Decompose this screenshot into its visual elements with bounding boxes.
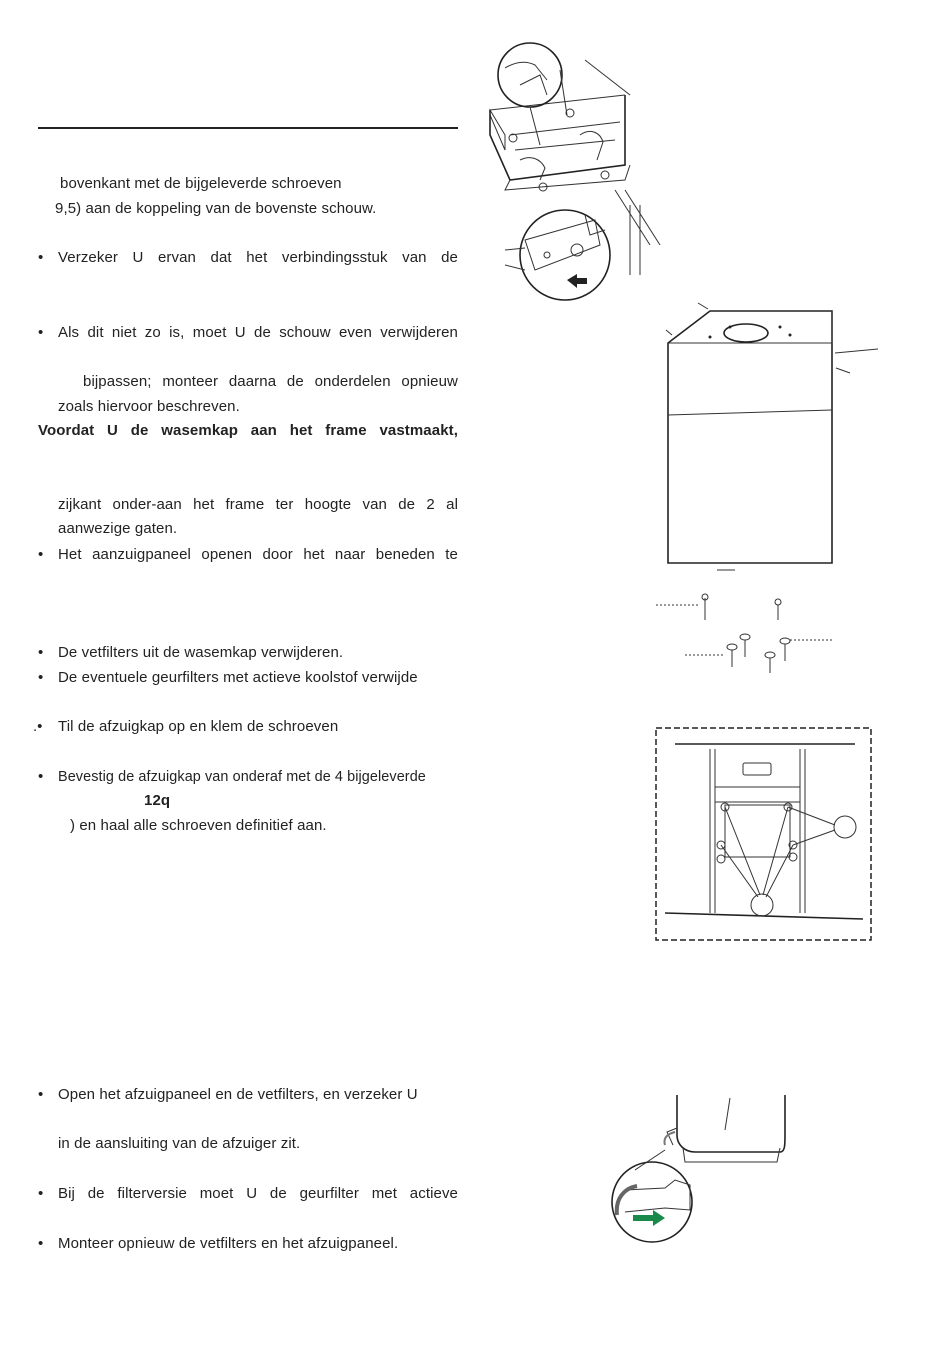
- coupling-illustration: [485, 40, 670, 300]
- text-line: bovenkant met de bijgeleverde schroeven: [60, 175, 342, 192]
- text-line: De eventuele geurfilters met actieve koolstof verwijde: [58, 669, 418, 686]
- text-line: zoals hiervoor beschreven.: [58, 398, 240, 415]
- bullet: •: [38, 669, 44, 686]
- bullet: •: [38, 324, 44, 341]
- text-line: Verzeker U ervan dat het verbindingsstuk van de: [58, 249, 458, 266]
- bullet: •: [38, 1235, 44, 1252]
- text-line: bijpassen; monteer daarna de onderdelen opnieuw: [83, 373, 458, 390]
- frame-illustration: [655, 727, 873, 943]
- text-line: Als dit niet zo is, moet U de schouw even verwijderen: [58, 324, 458, 341]
- bullet: •: [38, 768, 44, 785]
- figure-reference: 12q: [144, 792, 171, 809]
- bullet: .•: [33, 718, 43, 735]
- bullet: •: [38, 546, 44, 563]
- text-line: Til de afzuigkap op en klem de schroeven: [58, 718, 339, 735]
- text-line-bold: Voordat U de wasemkap aan het frame vastmaakt,: [38, 422, 458, 439]
- bullet: •: [38, 249, 44, 266]
- text-line: Monteer opnieuw de vetfilters en het afzuigpaneel.: [58, 1235, 399, 1252]
- hood-box-illustration: [650, 305, 890, 685]
- panel-detail-illustration: [605, 1090, 795, 1250]
- text-line: De vetfilters uit de wasemkap verwijderen.: [58, 644, 344, 661]
- text-line: Bij de filterversie moet U de geurfilter met actieve: [58, 1185, 458, 1202]
- direction-arrow: [633, 1210, 665, 1226]
- bullet: •: [38, 1185, 44, 1202]
- bullet: •: [38, 1086, 44, 1103]
- text-line: 9,5) aan de koppeling van de bovenste schouw.: [55, 200, 377, 217]
- text-line: zijkant onder-aan het frame ter hoogte van de 2 al: [58, 496, 458, 513]
- text-line: aanwezige gaten.: [58, 520, 178, 537]
- bullet: •: [38, 644, 44, 661]
- text-line: Open het afzuigpaneel en de vetfilters, en verzeker U: [58, 1086, 418, 1103]
- text-line: in de aansluiting van de afzuiger zit.: [58, 1135, 301, 1152]
- text-line: Het aanzuigpaneel openen door het naar beneden te: [58, 546, 458, 563]
- section-rule: [38, 127, 458, 129]
- text-line: ) en haal alle schroeven definitief aan.: [70, 817, 327, 834]
- text-line: Bevestig de afzuigkap van onderaf met de 4 bijgeleverde: [58, 769, 426, 785]
